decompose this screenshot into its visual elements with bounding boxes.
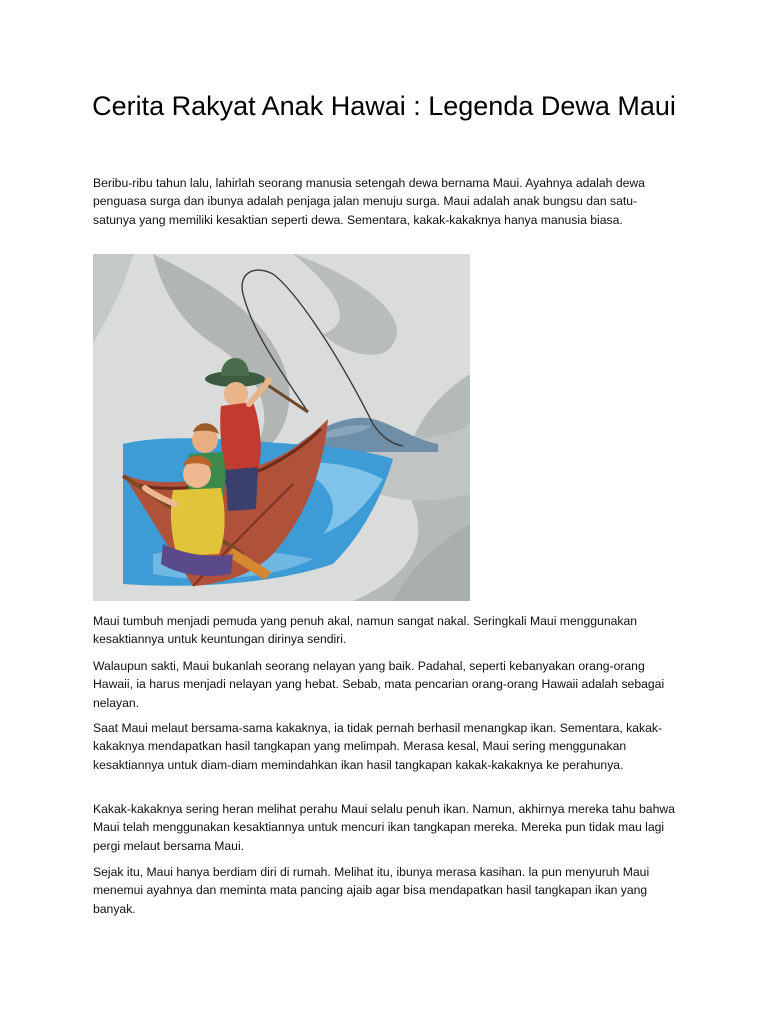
- story-illustration: [93, 254, 470, 601]
- document-title: Cerita Rakyat Anak Hawai : Legenda Dewa Maui: [92, 91, 676, 121]
- paragraph-2: Maui tumbuh menjadi pemuda yang penuh akal, namun sangat nakal. Seringkali Maui menggunakan kesaktiannya untuk keuntungan dirinya sendiri.: [93, 614, 638, 647]
- yellow-shirt: [171, 488, 225, 556]
- fishing-boat-illustration: [93, 254, 470, 601]
- paragraph-4: Saat Maui melaut bersama-sama kakaknya, ia tidak pernah berhasil menangkap ikan. Sementara, kakak-kakaknya mendapatkan hasil tangkapan yang melimpah. Merasa kesal, Maui sering menggunakan kesaktiannya untuk diam-diam memindahkan ikan hasil tangkapan kakak-kakaknya ke perahunya.: [93, 721, 663, 772]
- paragraph-3: Walaupun sakti, Maui bukanlah seorang nelayan yang baik. Padahal, seperti kebanyakan orang-orang Hawaii, ia harus menjadi nelayan yang hebat. Sebab, mata pencarian orang-orang Hawaii adalah sebagai nelayan.: [93, 659, 665, 710]
- paragraph-6: Sejak itu, Maui hanya berdiam diri di rumah. Melihat itu, ibunya merasa kasihan. la pun menyuruh Maui menemui ayahnya dan meminta mata pancing ajaib agar bisa mendapatkan hasil tangkapan ikan yang banyak.: [93, 865, 650, 916]
- trousers: [225, 467, 258, 511]
- paragraph-1: Beribu-ribu tahun lalu, lahirlah seorang manusia setengah dewa bernama Maui. Ayahnya adalah dewa penguasa surga dan ibunya adalah penjaga jalan menuju surga. Maui adalah anak bungsu dan satu- satunya yang memiliki kesaktian seperti dewa. Sementara, kakak-kakaknya hanya manusia biasa.: [93, 176, 645, 227]
- face: [224, 382, 248, 406]
- red-shirt: [220, 402, 261, 472]
- paragraph-5: Kakak-kakaknya sering heran melihat perahu Maui selalu penuh ikan. Namun, akhirnya mereka tahu bahwa Maui telah menggunakan kesaktiannya untuk mencuri ikan tangkapan mereka. Mereka pun tidak mau lagi pergi melaut bersama Maui.: [93, 802, 675, 853]
